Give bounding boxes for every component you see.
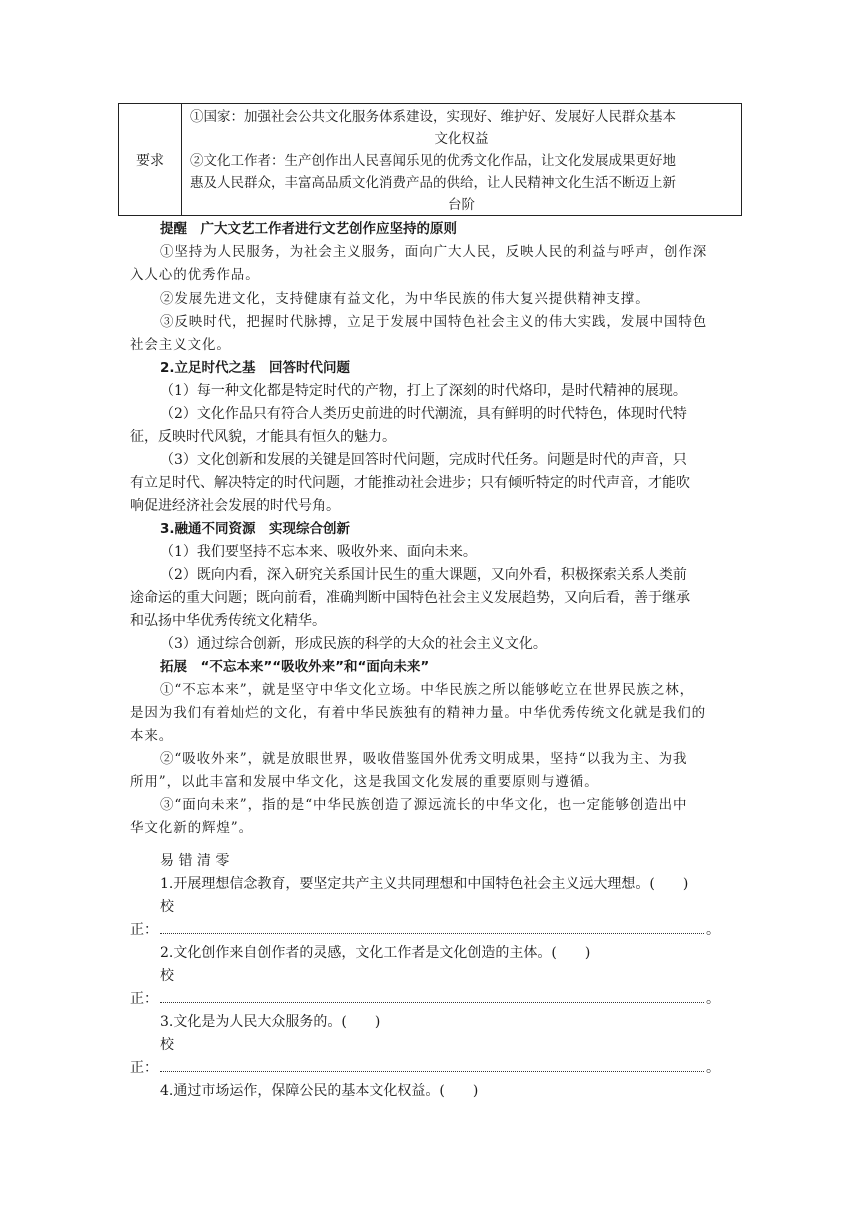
correction-label: 校 <box>160 1037 174 1053</box>
paragraph-line: 响促进经济社会发展的时代号角。 <box>130 498 340 514</box>
exercise-item: 1.开展理想信念教育，要坚定共产主义共同理想和中国特色社会主义远大理想。( ) <box>160 876 689 892</box>
paragraph-line: 和弘扬中华优秀传统文化精华。 <box>130 613 326 629</box>
exercise-item: 2.文化创作来自创作者的灵感，文化工作者是文化创造的主体。( ) <box>160 945 591 961</box>
exercise-item: 3.文化是为人民大众服务的。( ) <box>160 1014 381 1030</box>
paragraph-line: 征，反映时代风貌，才能具有恒久的魅力。 <box>130 429 396 445</box>
paragraph-line: 有立足时代、解决特定的时代问题，才能推动社会进步；只有倾听特定的时代声音，才能吹 <box>130 475 690 491</box>
tip-heading: 提醒 广大文艺工作者进行文艺创作应坚持的原则 <box>160 221 457 237</box>
paragraph-line: （2）文化作品只有符合人类历史前进的时代潮流，具有鲜明的时代特色，体现时代特 <box>160 406 687 422</box>
answer-line[interactable] <box>160 933 704 934</box>
paragraph-line: （1）每一种文化都是特定时代的产物，打上了深刻的时代烙印，是时代精神的展现。 <box>160 383 687 399</box>
answer-line[interactable] <box>160 1071 704 1072</box>
section-heading: 2.立足时代之基 回答时代问题 <box>160 360 351 376</box>
table-cell-content <box>182 104 741 215</box>
correction-label: 正： <box>130 1060 158 1076</box>
paragraph-line: ③反映时代，把握时代脉搏，立足于发展中国特色社会主义的伟大实践，发展中国特色 <box>160 314 708 330</box>
table-text: ①国家：加强社会公共文化服务体系建设，实现好、维护好、发展好人民群众基本 <box>190 109 676 125</box>
end-mark: 。 <box>706 1060 720 1076</box>
paragraph-line: ①“不忘本来”，就是坚守中华文化立场。中华民族之所以能够屹立在世界民族之林， <box>160 682 695 698</box>
paragraph-line: 入人心的优秀作品。 <box>130 267 260 283</box>
extend-heading: 拓展 “不忘本来”“吸收外来”和“面向未来” <box>160 659 430 675</box>
errors-heading: 易 错 清 零 <box>160 853 230 869</box>
correction-label: 校 <box>160 899 174 915</box>
answer-line[interactable] <box>160 1002 704 1003</box>
paragraph-line: 华文化新的辉煌”。 <box>130 820 254 836</box>
paragraph-line: （3）通过综合创新，形成民族的科学的大众的社会主义文化。 <box>160 636 547 652</box>
exercise-item: 4.通过市场运作，保障公民的基本文化权益。( ) <box>160 1083 479 1099</box>
table-text: 惠及人民群众，丰富高品质文化消费产品的供给，让人民精神文化生活不断迈上新 <box>190 175 676 191</box>
paragraph-line: ③“面向未来”，指的是“中华民族创造了源远流长的中华文化，也一定能够创造出中 <box>160 797 688 813</box>
section-heading: 3.融通不同资源 实现综合创新 <box>160 521 351 537</box>
paragraph-line: （1）我们要坚持不忘本来、吸收外来、面向未来。 <box>160 544 477 560</box>
end-mark: 。 <box>706 991 720 1007</box>
end-mark: 。 <box>706 922 720 938</box>
paragraph-line: 所用”，以此丰富和发展中华文化，这是我国文化发展的重要原则与遵循。 <box>130 774 599 790</box>
correction-label: 正： <box>130 922 158 938</box>
paragraph-line: 途命运的重大问题；既向前看，准确判断中国特色社会主义发展趋势，又向后看，善于继承 <box>130 590 690 606</box>
paragraph-line: 是因为我们有着灿烂的文化，有着中华民族独有的精神力量。中华优秀传统文化就是我们的 <box>130 705 706 721</box>
paragraph-line: 本来。 <box>130 728 174 744</box>
requirement-table <box>118 103 742 216</box>
table-text: 文化权益 <box>434 131 489 147</box>
correction-label: 正： <box>130 991 158 1007</box>
paragraph-line: ②“吸收外来”，就是放眼世界，吸收借鉴国外优秀文明成果，坚持“以我为主、为我 <box>160 751 688 767</box>
paragraph-line: （2）既向内看，深入研究关系国计民生的重大课题，又向外看，积极探索关系人类前 <box>160 567 687 583</box>
table-text: 台阶 <box>448 197 475 213</box>
paragraph-line: ①坚持为人民服务，为社会主义服务，面向广大人民，反映人民的利益与呼声，创作深 <box>160 244 708 260</box>
paragraph-line: ②发展先进文化，支持健康有益文化，为中华民族的伟大复兴提供精神支撑。 <box>160 291 650 307</box>
paragraph-line: 社会主义文化。 <box>130 337 231 353</box>
correction-label: 校 <box>160 968 174 984</box>
paragraph-line: （3）文化创新和发展的关键是回答时代问题，完成时代任务。问题是时代的声音，只 <box>160 452 687 468</box>
table-text: ②文化工作者：生产创作出人民喜闻乐见的优秀文化作品，让文化发展成果更好地 <box>190 153 676 169</box>
table-row-label: 要求 <box>119 104 182 215</box>
